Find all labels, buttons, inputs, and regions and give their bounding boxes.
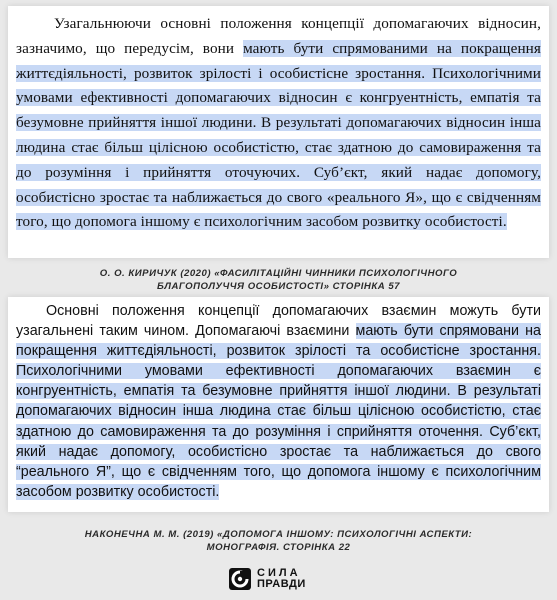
sila-pravdy-logo bbox=[229, 566, 306, 592]
quote-paragraph-kyrychuk bbox=[16, 12, 541, 235]
source-caption-nakonechna bbox=[0, 528, 557, 554]
logo-line: ПРАВДИ bbox=[257, 578, 306, 590]
quote-text-plain: Основні положення концепції допомагаючих взаємин можуть бути узагальнені таким чином. Допомагаючі взаємини bbox=[16, 303, 541, 340]
logo-wordmark bbox=[257, 568, 306, 590]
caption-line: МОНОГРАФІЯ. СТОРІНКА 22 bbox=[206, 542, 351, 553]
quote-text-plain: Узагальнюючи основні положення концепції допомагаючих відносин, зазначимо, що передусім, вони bbox=[16, 15, 541, 57]
logo-mark-icon bbox=[229, 568, 251, 590]
caption-line: О. О. КИРИЧУК (2020) «ФАСИЛІТАЦІЙНІ ЧИННИКИ ПСИХОЛОГІЧНОГО bbox=[99, 268, 458, 279]
caption-line: БЛАГОПОЛУЧЧЯ ОСОБИСТОСТІ» СТОРІНКА 57 bbox=[156, 281, 401, 292]
caption-line: НАКОНЕЧНА М. М. (2019) «ДОПОМОГА ІНШОМУ: ПСИХОЛОГІЧНІ АСПЕКТИ: bbox=[84, 529, 473, 540]
quote-paragraph-nakonechna bbox=[16, 301, 541, 502]
quote-card-kyrychuk bbox=[8, 6, 549, 258]
quote-text-highlighted: мають бути спрямовани на покращення життєдіяльності, розвиток зрілості та особистісне зростання. Психологічними умовами ефективності допомагаючих взаємин є конгруентність, емпатія та безумовне прийняття іншої людини. В результаті допомагаючих відносин інша людина стає більш цілісною особистістю, стає здатною до самовираження та до розуміння і сприйняття оточення. Суб’єкт, який надає допомогу, особистісно зростає та наближається до свого “реального Я”, що є свідченням того, що допомога іншому є психологічним засобом розвитку особистості. bbox=[16, 323, 542, 500]
quote-card-nakonechna bbox=[8, 297, 549, 512]
logo-line: СИЛА bbox=[257, 567, 301, 579]
quote-text-highlighted: мають бути спрямованими на покращення життєдіяльності, розвиток зрілості і особистісне зростання. Психологічними умовами ефективності допомагаючих відносин є конгруентність, емпатія та безумовне прийняття іншої людини. В результаті допомагаючих відносин інша людина стає більш цілісною особистістю, стає здатною до самовираження та до розуміння і прийняття оточуючих. Суб’єкт, який надає допомогу, особистісно зростає та наближається до свого «реального Я», що є свідченням того, що допомога іншому є психологічним засобом розвитку особистості. bbox=[16, 39, 541, 231]
source-caption-kyrychuk bbox=[0, 267, 557, 293]
